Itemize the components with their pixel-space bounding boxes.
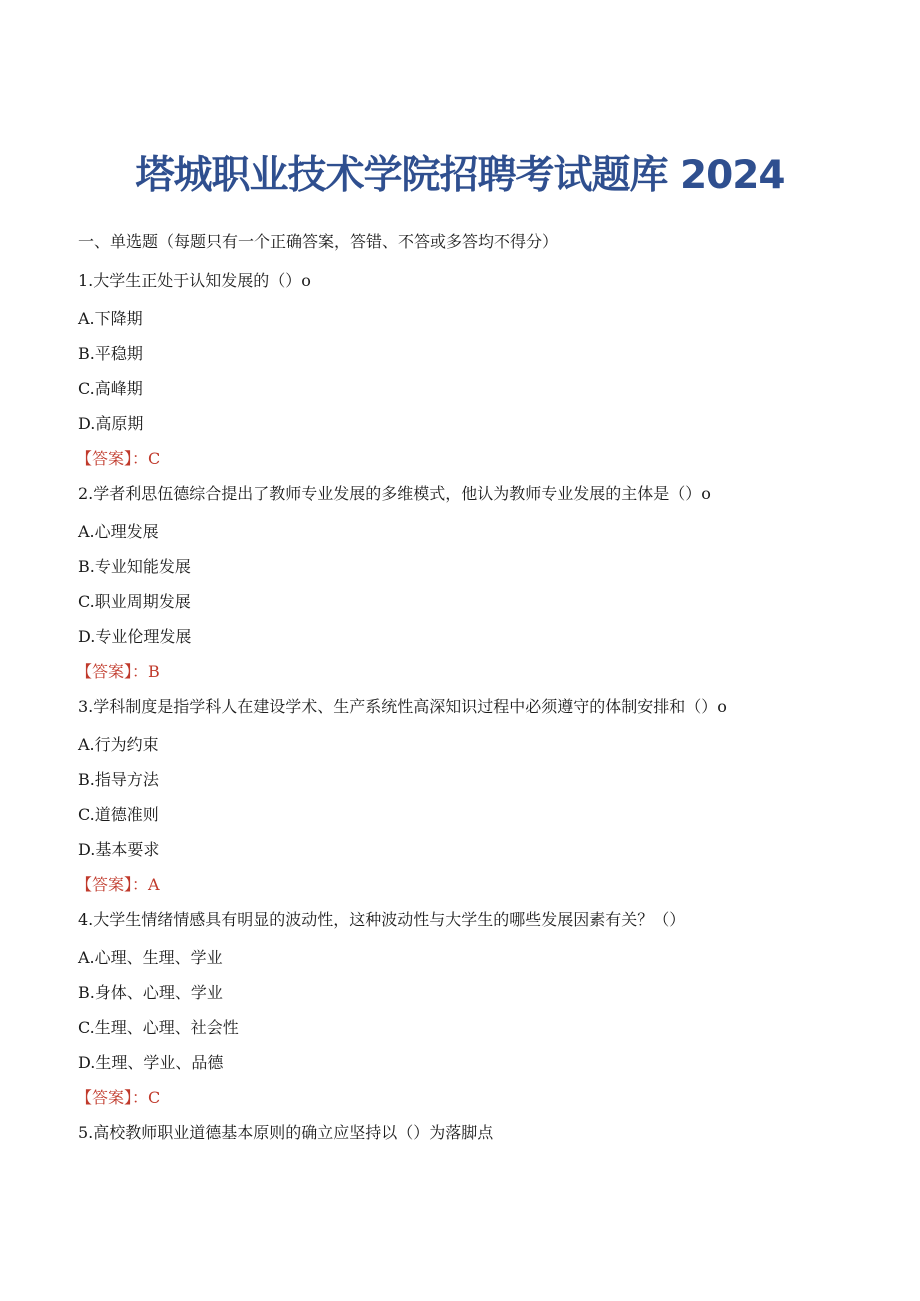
section-heading: 一、单选题（每题只有一个正确答案，答错、不答或多答均不得分） [78, 232, 559, 251]
question-stem: 2.学者利思伍德综合提出了教师专业发展的多维模式，他认为教师专业发展的主体是（）o [78, 484, 711, 503]
question-stem: 4.大学生情绪情感具有明显的波动性，这种波动性与大学生的哪些发展因素有关？（） [78, 910, 686, 929]
answer-value: C [148, 449, 161, 468]
answer-label: 【答案】： [76, 662, 149, 681]
option-c: C.道德准则 [78, 805, 159, 824]
option-b: B.指导方法 [78, 770, 159, 789]
answer-line [76, 662, 858, 682]
option-d: D.生理、学业、品德 [78, 1053, 224, 1072]
document-title: 塔城职业技术学院招聘考试题库 2024 [135, 153, 785, 198]
question-stem: 5.高校教师职业道德基本原则的确立应坚持以（）为落脚点 [78, 1123, 494, 1142]
option-c: C.生理、心理、社会性 [78, 1018, 239, 1037]
option-a: A.下降期 [78, 309, 143, 328]
question-stem: 1.大学生正处于认知发展的（）o [78, 271, 311, 290]
question-stem: 3.学科制度是指学科人在建设学术、生产系统性高深知识过程中必须遵守的体制安排和（）o [78, 697, 727, 716]
option-c: C.高峰期 [78, 379, 143, 398]
option-a: A.心理、生理、学业 [78, 948, 223, 967]
option-b: B.平稳期 [78, 344, 143, 363]
option-b: B.身体、心理、学业 [78, 983, 223, 1002]
answer-label: 【答案】： [76, 449, 149, 468]
option-c: C.职业周期发展 [78, 592, 191, 611]
answer-value: C [148, 1088, 161, 1107]
answer-value: A [148, 875, 160, 894]
answer-value: B [148, 662, 160, 681]
option-a: A.行为约束 [78, 735, 159, 754]
option-a: A.心理发展 [78, 522, 159, 541]
option-d: D.专业伦理发展 [78, 627, 192, 646]
document-content [78, 232, 858, 1161]
answer-label: 【答案】： [76, 1088, 149, 1107]
answer-line [76, 1088, 858, 1108]
answer-line [76, 449, 858, 469]
answer-label: 【答案】： [76, 875, 149, 894]
option-b: B.专业知能发展 [78, 557, 191, 576]
option-d: D.基本要求 [78, 840, 160, 859]
option-d: D.高原期 [78, 414, 144, 433]
answer-line [76, 875, 858, 895]
